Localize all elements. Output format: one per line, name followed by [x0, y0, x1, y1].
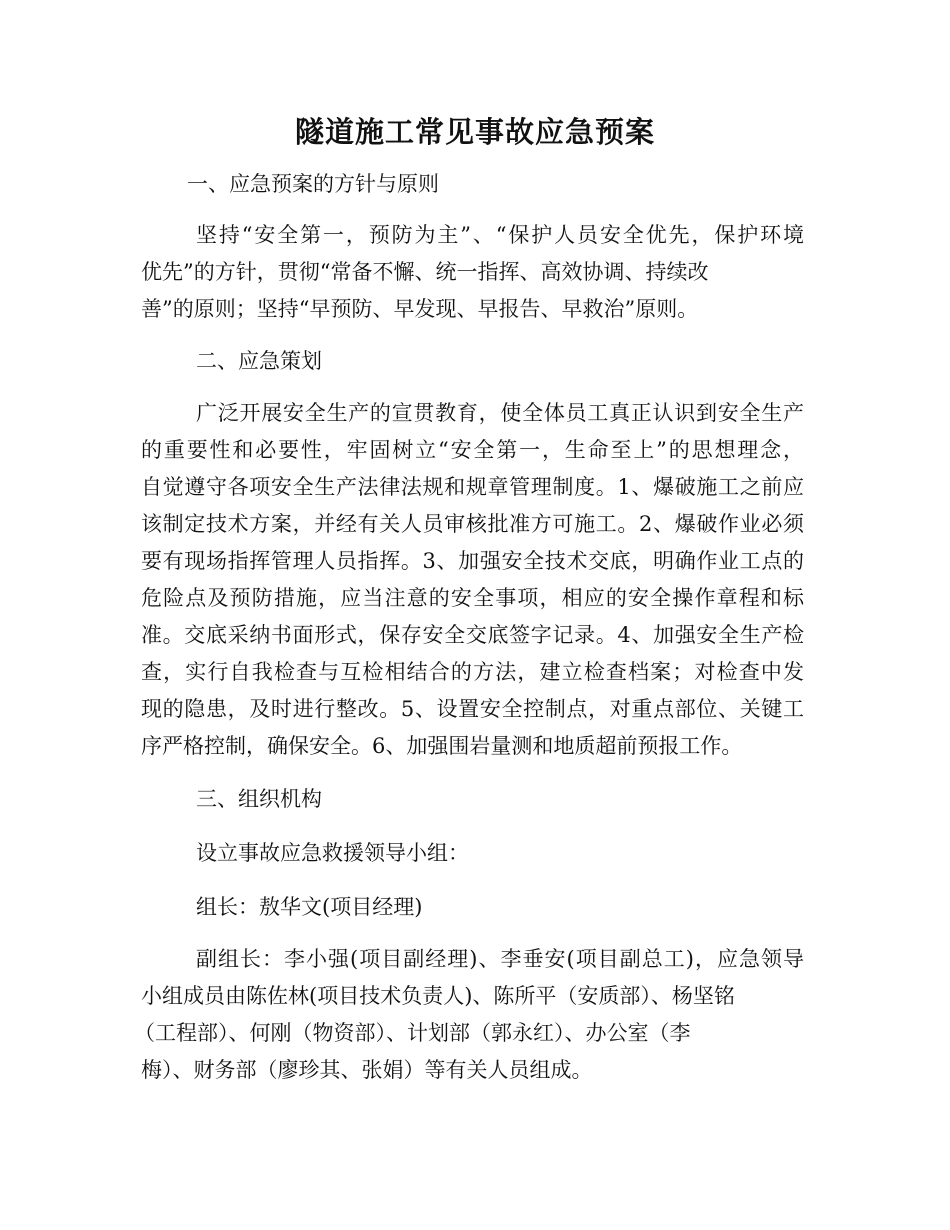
section-heading-1: 一、应急预案的方针与原则	[187, 172, 439, 196]
section-heading-2: 二、应急策划	[196, 349, 322, 373]
paragraph-1-line-1: 坚持“安全第一，预防为主”、“保护人员安全优先，保护环境	[196, 223, 804, 247]
document-title: 隧道施工常见事故应急预案	[294, 115, 655, 149]
paragraph-2-line-2: 的重要性和必要性，牢固树立“安全第一，生命至上”的思想理念，	[141, 438, 804, 462]
paragraph-5-line-3: （工程部）、何刚（物资部）、计划部（郭永红）、办公室（李	[134, 1021, 691, 1045]
paragraph-2-line-6: 危险点及预防措施，应当注意的安全事项，相应的安全操作章程和标	[141, 586, 804, 610]
paragraph-1-line-3: 善”的原则；坚持“早预防、早发现、早报告、早救治”原则。	[141, 297, 699, 321]
paragraph-4: 组长：敖华文(项目经理)	[196, 895, 423, 919]
section-heading-3: 三、组织机构	[196, 787, 322, 811]
paragraph-2-line-9: 现的隐患，及时进行整改。5、设置安全控制点，对重点部位、关键工	[141, 697, 804, 721]
paragraph-5-line-2: 小组成员由陈佐林(项目技术负责人)、陈所平（安质部）、杨坚铭	[141, 984, 735, 1008]
paragraph-5-line-1: 副组长：李小强(项目副经理)、李垂安(项目副总工)，应急领导	[196, 947, 804, 971]
paragraph-2-line-3: 自觉遵守各项安全生产法律法规和规章管理制度。1、爆破施工之前应	[141, 475, 804, 499]
paragraph-5-line-4: 梅）、财务部（廖珍其、张娟）等有关人员组成。	[141, 1058, 593, 1082]
paragraph-2-line-4: 该制定技术方案，并经有关人员审核批准方可施工。2、爆破作业必须	[141, 512, 804, 536]
paragraph-2-line-7: 准。交底采纳书面形式，保存安全交底签字记录。4、加强安全生产检	[141, 623, 804, 647]
paragraph-2-line-10: 序严格控制，确保安全。6、加强围岩量测和地质超前预报工作。	[141, 734, 743, 758]
paragraph-2-line-5: 要有现场指挥管理人员指挥。3、加强安全技术交底，明确作业工点的	[141, 549, 804, 573]
paragraph-1-line-2: 优先”的方针，贯彻“常备不懈、统一指挥、高效协调、持续改	[141, 260, 709, 284]
paragraph-2-line-1: 广泛开展安全生产的宣贯教育，使全体员工真正认识到安全生产	[196, 401, 804, 425]
paragraph-3: 设立事故应急救援领导小组：	[196, 841, 469, 865]
paragraph-2-line-8: 查，实行自我检查与互检相结合的方法，建立检查档案；对检查中发	[141, 660, 804, 684]
